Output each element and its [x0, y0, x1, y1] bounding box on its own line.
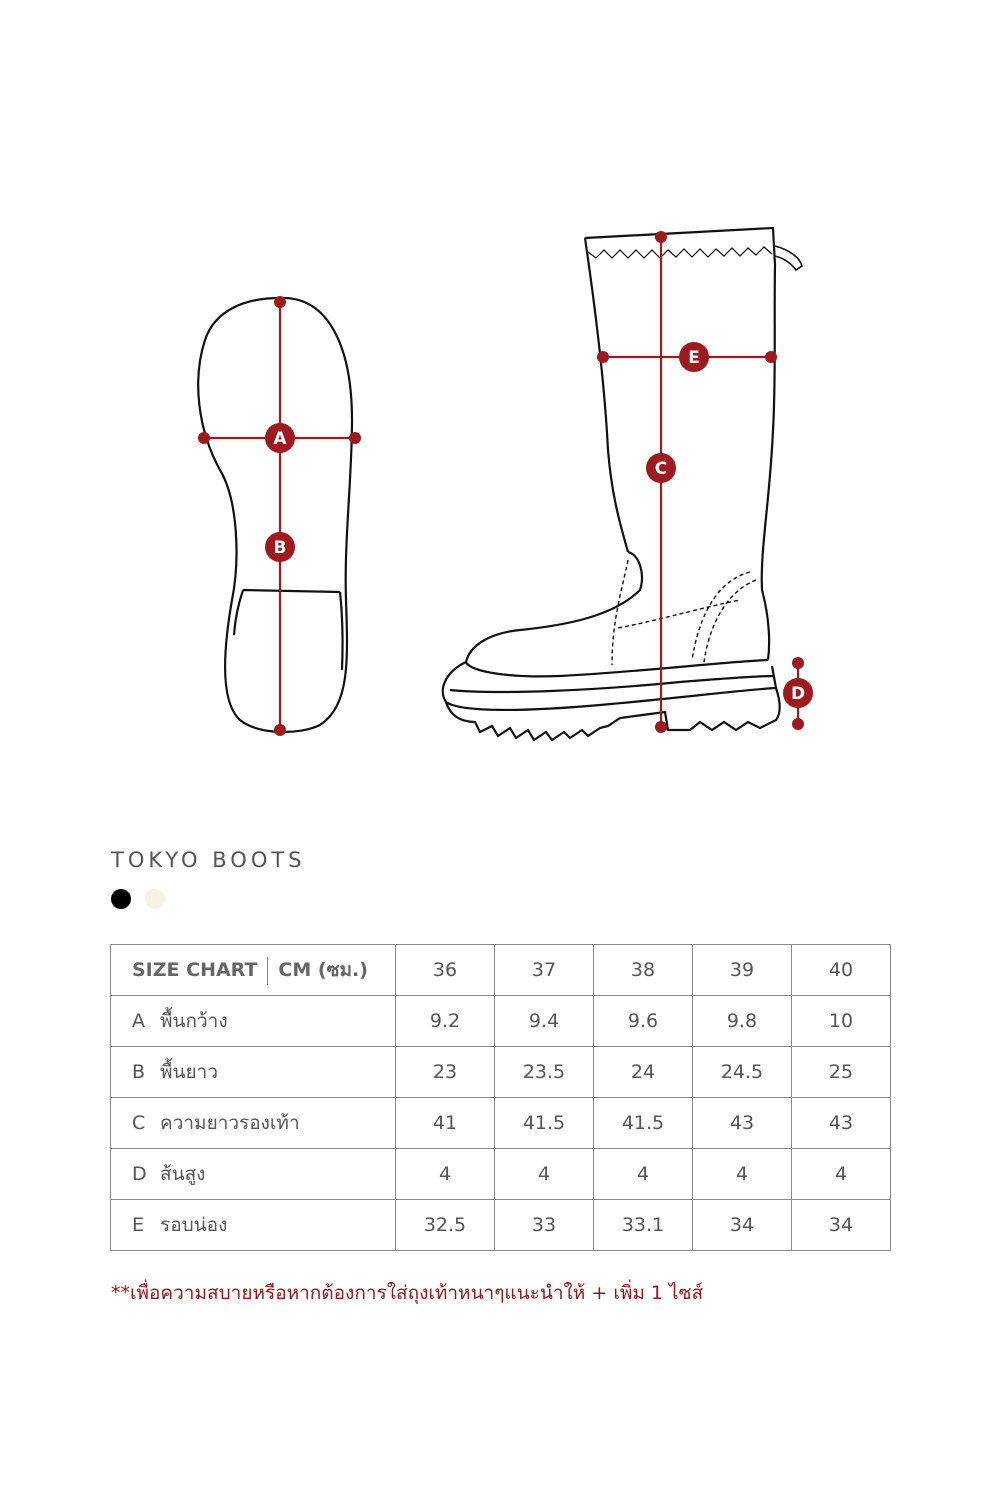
table-cell: 34 — [792, 1200, 891, 1251]
svg-text:A: A — [273, 429, 287, 449]
table-row — [111, 1098, 891, 1149]
marker-a — [265, 423, 295, 453]
table-cell: 4 — [495, 1149, 594, 1200]
size-header: 40 — [792, 945, 891, 996]
footnote: **เพื่อความสบายหรือหากต้องการใส่ถุงเท้าหนาๆแนะนำให้ + เพิ่ม 1 ไซส์ — [111, 1282, 704, 1304]
svg-text:C: C — [654, 459, 668, 479]
header-divider — [267, 957, 268, 985]
size-header: 39 — [693, 945, 792, 996]
marker-c — [646, 453, 676, 483]
product-title: TOKYO BOOTS — [111, 848, 306, 872]
table-cell: 23 — [396, 1047, 495, 1098]
table-cell: 24.5 — [693, 1047, 792, 1098]
table-cell: 9.6 — [594, 996, 693, 1047]
table-header-label — [111, 945, 396, 996]
marker-e — [679, 342, 709, 372]
table-cell: 34 — [693, 1200, 792, 1251]
table-cell: 4 — [594, 1149, 693, 1200]
table-cell: 33 — [495, 1200, 594, 1251]
row-label: D ส้นสูง — [111, 1149, 396, 1200]
table-header-row — [111, 945, 891, 996]
table-cell: 23.5 — [495, 1047, 594, 1098]
size-header: 37 — [495, 945, 594, 996]
table-row — [111, 1200, 891, 1251]
table-cell: 4 — [792, 1149, 891, 1200]
table-cell: 32.5 — [396, 1200, 495, 1251]
color-swatch-cream[interactable] — [145, 889, 165, 909]
table-cell: 9.2 — [396, 996, 495, 1047]
table-cell: 10 — [792, 996, 891, 1047]
row-label: E รอบน่อง — [111, 1200, 396, 1251]
table-cell: 43 — [792, 1098, 891, 1149]
size-chart-label: SIZE CHART — [132, 959, 258, 981]
svg-text:B: B — [273, 538, 287, 558]
size-header: 38 — [594, 945, 693, 996]
table-row — [111, 996, 891, 1047]
measurement-lines — [204, 237, 798, 730]
row-label: C ความยาวรองเท้า — [111, 1098, 396, 1149]
sole-outline — [198, 298, 352, 732]
marker-b — [265, 532, 295, 562]
table-cell: 41.5 — [594, 1098, 693, 1149]
row-label: A พื้นกว้าง — [111, 996, 396, 1047]
table-cell: 43 — [693, 1098, 792, 1149]
table-cell: 33.1 — [594, 1200, 693, 1251]
size-chart-table — [110, 944, 891, 1251]
table-cell: 9.8 — [693, 996, 792, 1047]
table-row — [111, 1047, 891, 1098]
unit-label: CM (ซม.) — [278, 959, 368, 981]
table-cell: 25 — [792, 1047, 891, 1098]
marker-d — [783, 678, 813, 708]
table-cell: 41.5 — [495, 1098, 594, 1149]
size-header: 36 — [396, 945, 495, 996]
table-cell: 9.4 — [495, 996, 594, 1047]
table-row — [111, 1149, 891, 1200]
measurement-endpoints — [198, 231, 804, 736]
row-label: B พื้นยาว — [111, 1047, 396, 1098]
svg-text:D: D — [790, 684, 806, 704]
svg-text:E: E — [688, 348, 700, 368]
table-cell: 41 — [396, 1098, 495, 1149]
color-swatch-black[interactable] — [111, 889, 131, 909]
boot-outline — [443, 228, 802, 740]
table-cell: 4 — [693, 1149, 792, 1200]
table-cell: 24 — [594, 1047, 693, 1098]
table-cell: 4 — [396, 1149, 495, 1200]
